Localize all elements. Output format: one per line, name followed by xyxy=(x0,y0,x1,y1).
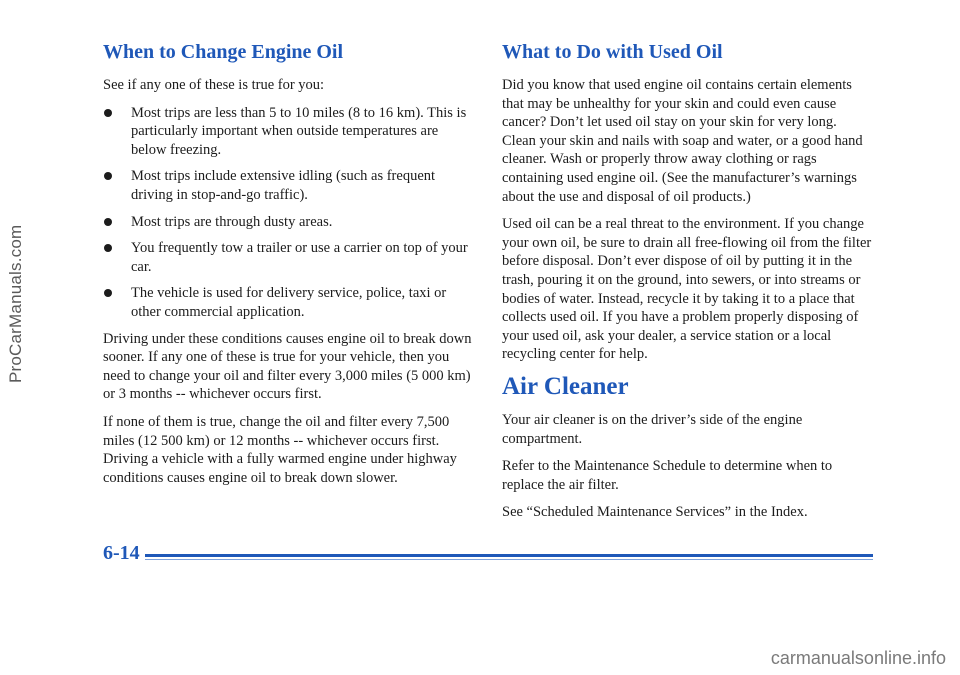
bottom-watermark: carmanualsonline.info xyxy=(770,648,946,668)
list-item xyxy=(103,104,475,160)
page-number: 6-14 xyxy=(103,542,140,564)
page-footer xyxy=(103,541,873,567)
condition-list xyxy=(103,104,475,322)
bullet-icon xyxy=(104,244,112,252)
list-item xyxy=(103,213,475,232)
list-item-text: The vehicle is used for delivery service, police, taxi or other commercial application. xyxy=(131,285,447,320)
paragraph-environment: Used oil can be a real threat to the environment. If you change your own oil, be sure to drain all free-flowing oil from the filter before disposal. Don’t ever dispose of oil by putting it in the trash, pouring it on the ground, into sewers, or into streams or bodies of water. Instead, recycle it by taking it to a place that collects used oil. If you have a problem properly disposing of your used oil, ask your dealer, a service station or a local recycling center for help. xyxy=(502,216,872,363)
list-item xyxy=(103,167,475,204)
paragraph-health-warning: Did you know that used engine oil contains certain elements that may be unhealthy for your skin and could even cause cancer? Don’t let used oil stay on your skin for very long. Clean your skin and nails with soap and water, or a good hand cleaner. Wash or properly throw away clothing or rags containing used engine oil. (See the manufacturer’s warnings about the use and disposal of oil products.) xyxy=(502,77,863,205)
footer-rule xyxy=(145,554,873,557)
paragraph-air-cleaner-location: Your air cleaner is on the driver’s side of the engine compartment. xyxy=(502,411,803,447)
bullet-icon xyxy=(104,289,112,297)
right-column xyxy=(502,40,874,531)
bullet-icon xyxy=(104,109,112,117)
section-heading-air-cleaner: Air Cleaner xyxy=(502,372,629,400)
list-item xyxy=(103,239,475,276)
section-heading-oil-change: When to Change Engine Oil xyxy=(103,41,344,63)
list-item-text: Most trips are through dusty areas. xyxy=(131,213,333,230)
side-watermark: ProCarManuals.com xyxy=(6,224,25,383)
list-item-text: Most trips include extensive idling (such as frequent driving in stop-and-go traffic). xyxy=(131,168,436,203)
paragraph-index-reference: See “Scheduled Maintenance Services” in the Index. xyxy=(502,504,808,521)
paragraph-severe-conditions: Driving under these conditions causes engine oil to break down sooner. If any one of these is true for your vehicle, then you need to change your oil and filter every 3,000 miles (5 000 km) or 3 months -- whichever occurs first. xyxy=(103,330,472,403)
bullet-icon xyxy=(104,218,112,226)
list-item-text: You frequently tow a trailer or use a carrier on top of your car. xyxy=(131,240,468,275)
list-item xyxy=(103,284,475,321)
intro-text: See if any one of these is true for you: xyxy=(103,77,325,93)
list-item-text: Most trips are less than 5 to 10 miles (8 to 16 km). This is particularly important when outside temperatures are below freezing. xyxy=(131,104,467,158)
section-heading-used-oil: What to Do with Used Oil xyxy=(502,41,723,63)
paragraph-air-filter-schedule: Refer to the Maintenance Schedule to determine when to replace the air filter. xyxy=(502,458,833,493)
footer-rule-thin xyxy=(145,559,873,560)
paragraph-normal-conditions: If none of them is true, change the oil and filter every 7,500 miles (12 500 km) or 12 months -- whichever occurs first. Driving a vehicle with a fully warmed engine under highway conditions causes engine oil to break down slower. xyxy=(103,413,457,486)
bullet-icon xyxy=(104,172,112,180)
left-column xyxy=(103,40,475,496)
